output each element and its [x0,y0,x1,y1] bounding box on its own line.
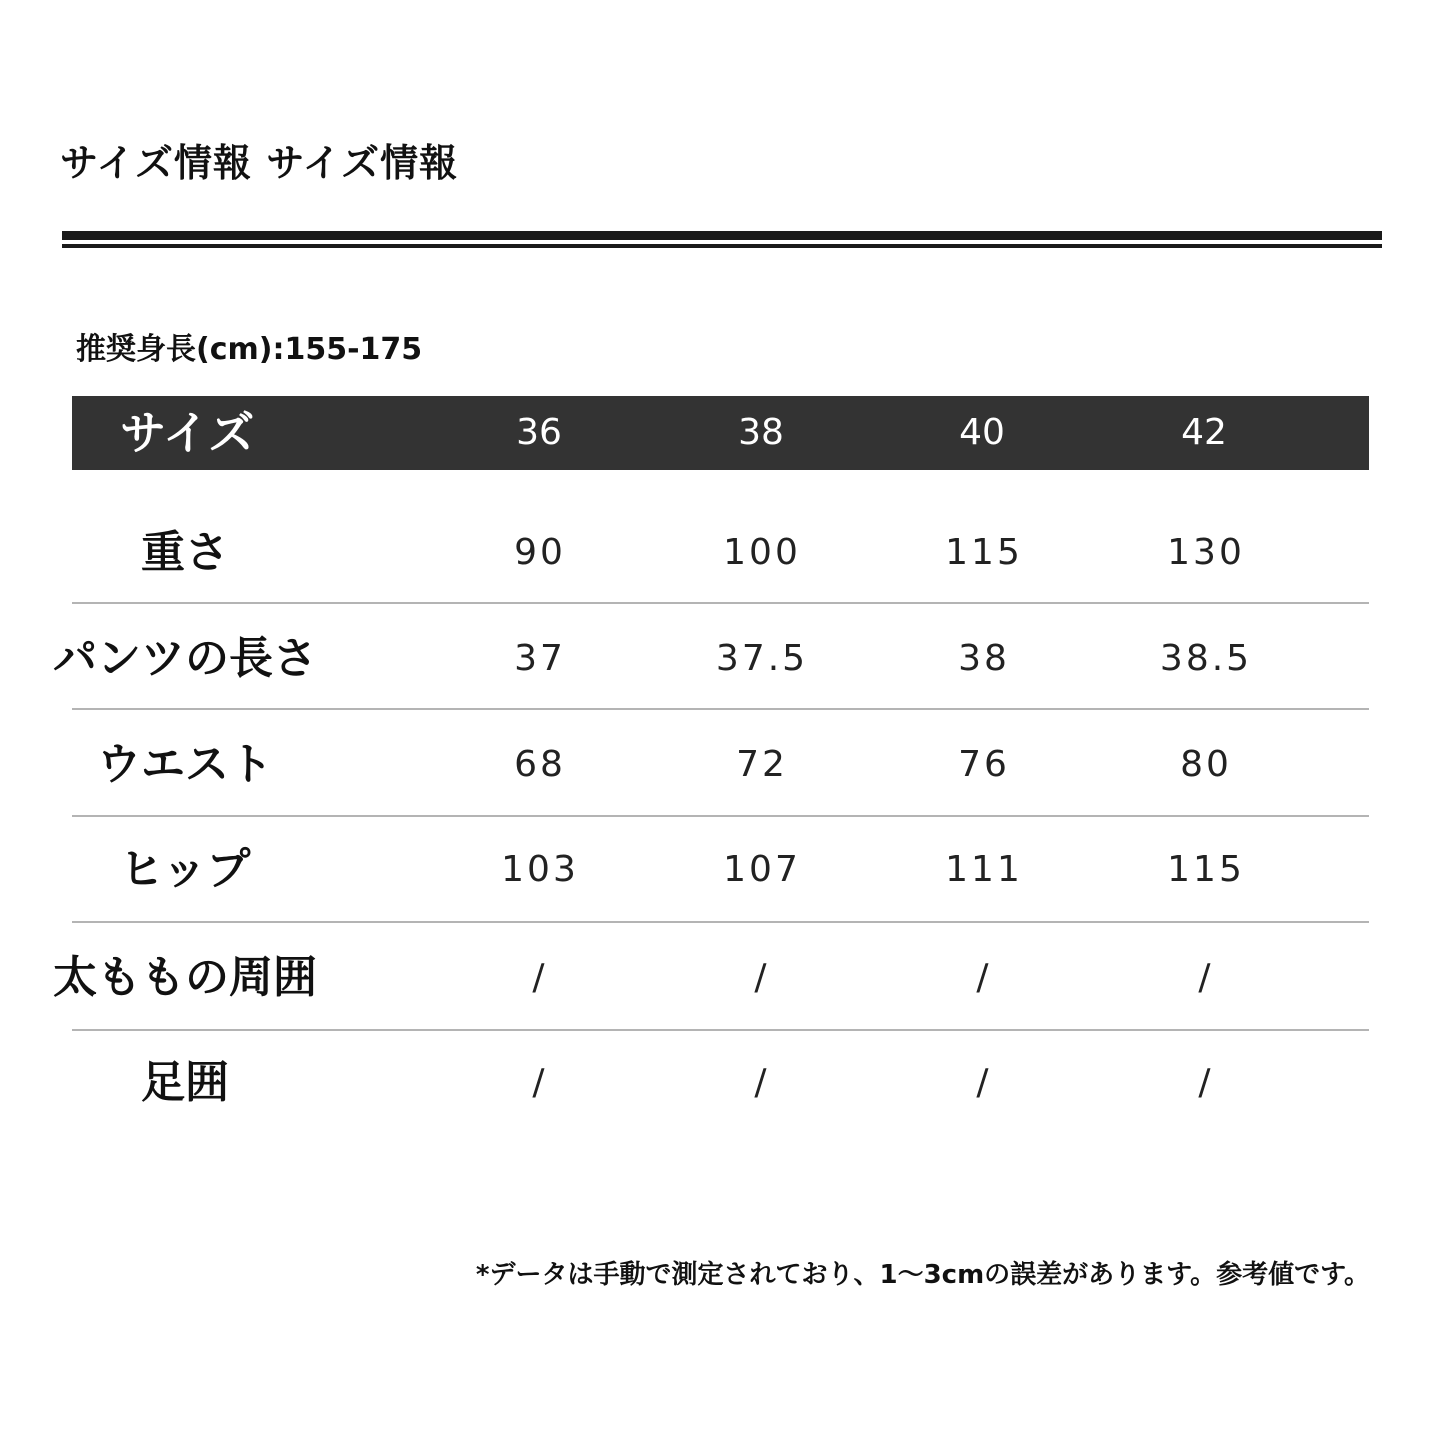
row-label: ウエスト [97,739,273,790]
header-size-42: 42 [1181,412,1227,453]
title-rule-thick [62,231,1382,240]
table-cell: 80 [1180,744,1232,785]
row-divider [72,921,1369,923]
title-rule-thin [62,244,1382,248]
table-row-waist [0,712,1440,818]
header-size-38: 38 [738,412,784,453]
table-row-hip [0,817,1440,923]
table-cell: / [976,1062,992,1103]
page-title: サイズ情報 サイズ情報 [60,141,459,185]
table-cell: / [754,957,770,998]
table-cell: / [532,957,548,998]
table-cell: 90 [514,532,566,573]
table-cell: 111 [945,849,1023,890]
table-cell: / [976,957,992,998]
table-row-thigh [0,925,1440,1031]
row-label: 足囲 [141,1057,229,1108]
table-cell: 37.5 [715,638,809,679]
footnote: *データは手動で測定されており、1～3cmの誤差があります。参考値です。 [475,1260,1370,1290]
table-cell: 38 [958,638,1010,679]
table-cell: 107 [723,849,801,890]
recommended-height: 推奨身長(cm):155-175 [76,332,423,367]
table-header [72,396,1369,470]
row-label: ヒップ [119,844,251,895]
table-cell: 38.5 [1159,638,1253,679]
row-divider [72,708,1369,710]
header-size-40: 40 [959,412,1005,453]
table-cell: / [532,1062,548,1103]
table-cell: / [1198,1062,1214,1103]
row-label: 太ももの周囲 [53,952,317,1003]
row-label: 重さ [141,527,229,578]
table-row-pants-length [0,606,1440,712]
table-cell: 37 [514,638,566,679]
header-size-36: 36 [516,412,562,453]
table-cell: 103 [501,849,579,890]
table-cell: / [754,1062,770,1103]
table-cell: 130 [1167,532,1245,573]
table-row-weight [0,500,1440,606]
row-label: パンツの長さ [53,633,317,684]
row-divider [72,602,1369,604]
table-cell: 72 [736,744,788,785]
table-cell: 68 [514,744,566,785]
table-cell: 115 [945,532,1023,573]
header-label: サイズ [120,406,255,460]
table-cell: / [1198,957,1214,998]
table-cell: 76 [958,744,1010,785]
table-cell: 100 [723,532,801,573]
table-cell: 115 [1167,849,1245,890]
table-row-leg-opening [0,1030,1440,1136]
